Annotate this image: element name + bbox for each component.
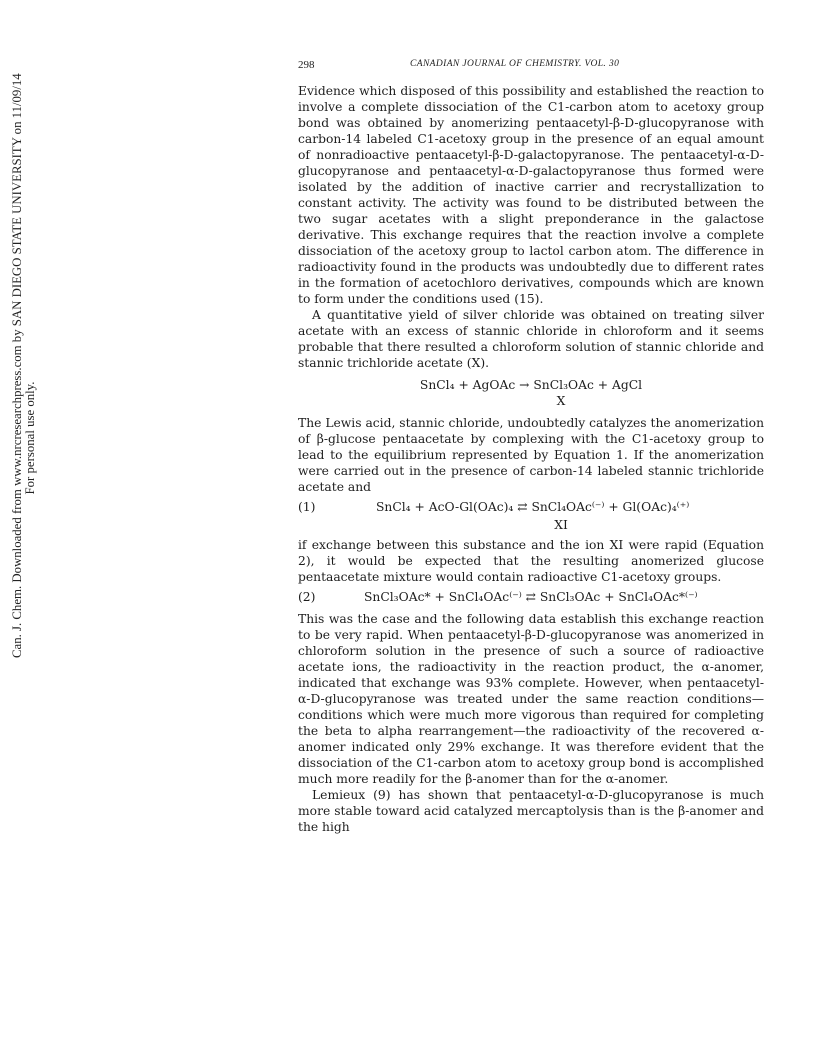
page-header <box>298 59 764 73</box>
paragraph-silver-chloride: A quantitative yield of silver chloride was obtained on treating silver acetate with an excess of stannic chloride in chloroform and it seems probable that there resulted a chloroform solution of stannic chloride and stannic trichloride acetate (X). <box>298 308 764 370</box>
watermark-line-1: Can. J. Chem. Downloaded from www.nrcresearchpress.com by SAN DIEGO STATE UNIVERSITY on 11/09/14 <box>10 73 24 658</box>
equation-1-body: SnCl₄ + AcO-Gl(OAc)₄ ⇄ SnCl₄OAc⁽⁻⁾ + Gl(OAc)₄⁽⁺⁾ <box>376 500 690 514</box>
paragraph-data: This was the case and the following data establish this exchange reaction to be very rapid. When pentaacetyl-β-D-glucopyranose was anomerized in chloroform solution in the presence of such a source of radioactive acetate ions, the radioactivity in the reaction product, the α-anomer, indicated that exchange was 93% complete. However, when pentaacetyl-α-D-glucopyranose was treated under the same reaction conditions—conditions which were much more vigorous than required for completing the beta to alpha rearrangement—the radioactivity of the recovered α-anomer indicated only 29% exchange. It was therefore evident that the dissociation of the C1-carbon atom to acetoxy group bond is accomplished much more readily for the β-anomer than for the α-anomer. <box>298 612 764 786</box>
article-body <box>298 83 764 835</box>
running-title: CANADIAN JOURNAL OF CHEMISTRY. VOL. 30 <box>410 59 620 69</box>
paragraph-evidence: Evidence which disposed of this possibility and established the reaction to involve a complete dissociation of the C1-carbon atom to acetoxy group bond was obtained by anomerizing pentaacetyl-β-D-glucopyranose with carbon-14 labeled C1-acetoxy group in the presence of an equal amount of nonradioactive pentaacetyl-β-D-galactopyranose. The pentaacetyl-α-D-glucopyranose and pentaacetyl-α-D-galactopyranose thus formed were isolated by the addition of inactive carrier and recrystallization to constant activity. The activity was found to be distributed between the two sugar acetates with a slight preponderance in the galactose derivative. This exchange requires that the reaction involve a complete dissociation of the acetoxy group to lactol carbon atom. The difference in radioactivity found in the products was undoubtedly due to different rates in the formation of acetochloro derivatives, compounds which are known to form under the conditions used (15). <box>298 84 764 306</box>
paragraph-exchange: if exchange between this substance and the ion XI were rapid (Equation 2), it would be expected that the resulting anomerized glucose pentaacetate mixture would contain radioactive C1-acetoxy groups. <box>298 538 764 584</box>
equation-x-label: X <box>556 394 566 408</box>
equation-1 <box>298 499 764 517</box>
equation-2 <box>298 589 764 607</box>
equation-2-number: (2) <box>298 590 316 604</box>
download-watermark <box>10 73 37 658</box>
watermark-line-2: For personal use only. <box>23 381 37 495</box>
paragraph-lewis-acid: The Lewis acid, stannic chloride, undoubtedly catalyzes the anomerization of β-glucose pentaacetate by complexing with the C1-acetoxy group to lead to the equilibrium represented by Equation 1. If the anomerization were carried out in the presence of carbon-14 labeled stannic trichloride acetate and <box>298 416 764 494</box>
equation-2-body: SnCl₃OAc* + SnCl₄OAc⁽⁻⁾ ⇄ SnCl₃OAc + SnCl₄OAc*⁽⁻⁾ <box>364 590 698 604</box>
equation-x-body: SnCl₄ + AgOAc → SnCl₃OAc + AgCl <box>419 378 643 392</box>
paragraph-lemieux: Lemieux (9) has shown that pentaacetyl-α-D-glucopyranose is much more stable toward acid catalyzed mercaptolysis than is the β-anomer and the high <box>298 788 764 834</box>
equation-1-label: XI <box>554 518 568 532</box>
equation-1-number: (1) <box>298 500 316 514</box>
page-number: 298 <box>298 59 315 71</box>
equation-x <box>298 377 764 393</box>
